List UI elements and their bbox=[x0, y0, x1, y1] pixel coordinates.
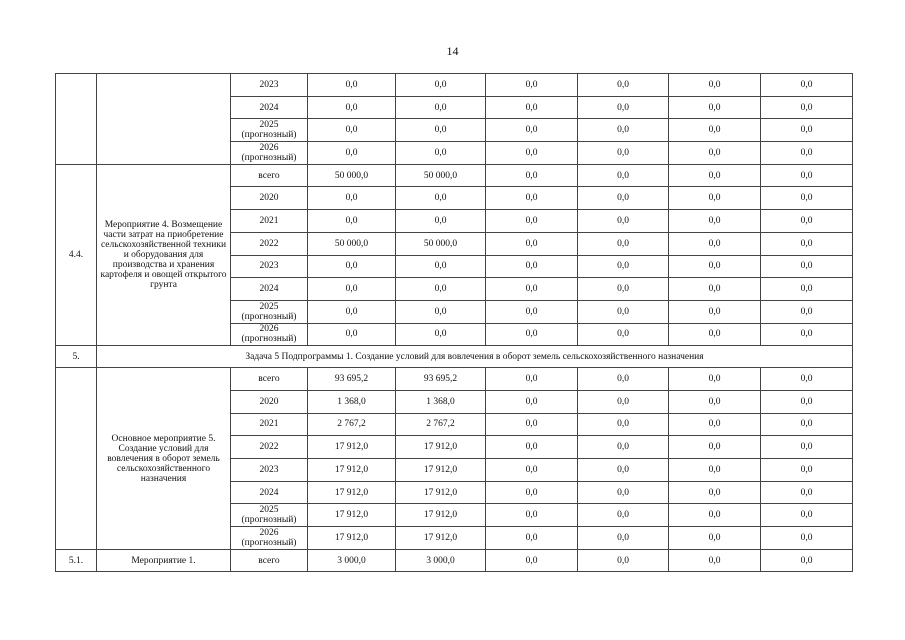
value-cell: 0,0 bbox=[761, 119, 853, 142]
value-cell: 0,0 bbox=[308, 278, 396, 301]
year-cell: 2024 bbox=[231, 96, 308, 119]
value-cell: 0,0 bbox=[761, 323, 853, 346]
value-cell: 0,0 bbox=[396, 119, 486, 142]
value-cell: 0,0 bbox=[486, 459, 578, 482]
value-cell: 0,0 bbox=[396, 142, 486, 165]
value-cell: 0,0 bbox=[486, 278, 578, 301]
value-cell: 0,0 bbox=[578, 164, 669, 187]
value-cell: 0,0 bbox=[578, 187, 669, 210]
value-cell: 0,0 bbox=[396, 300, 486, 323]
year-cell: всего bbox=[231, 549, 308, 572]
year-cell: 2025 (прогнозный) bbox=[231, 300, 308, 323]
value-cell: 0,0 bbox=[396, 255, 486, 278]
value-cell: 0,0 bbox=[669, 187, 761, 210]
value-cell: 0,0 bbox=[761, 278, 853, 301]
value-cell: 0,0 bbox=[578, 390, 669, 413]
value-cell: 0,0 bbox=[669, 390, 761, 413]
value-cell: 0,0 bbox=[669, 549, 761, 572]
value-cell: 0,0 bbox=[308, 255, 396, 278]
activity-name: Мероприятие 1. bbox=[97, 549, 231, 572]
value-cell: 0,0 bbox=[578, 232, 669, 255]
value-cell: 0,0 bbox=[308, 74, 396, 97]
value-cell: 0,0 bbox=[761, 210, 853, 233]
value-cell: 0,0 bbox=[761, 232, 853, 255]
value-cell: 0,0 bbox=[578, 436, 669, 459]
value-cell: 0,0 bbox=[486, 74, 578, 97]
value-cell: 0,0 bbox=[486, 549, 578, 572]
value-cell: 0,0 bbox=[761, 187, 853, 210]
value-cell: 0,0 bbox=[669, 96, 761, 119]
value-cell: 0,0 bbox=[669, 278, 761, 301]
value-cell: 0,0 bbox=[308, 300, 396, 323]
value-cell: 0,0 bbox=[761, 164, 853, 187]
activity-name: Мероприятие 4. Возмещение части затрат на приобретение сельскохозяйственной техники и оборудования для производства и хранения картофеля и овощей открытого грунта bbox=[97, 164, 231, 346]
value-cell: 0,0 bbox=[578, 481, 669, 504]
value-cell: 0,0 bbox=[486, 481, 578, 504]
value-cell: 0,0 bbox=[669, 459, 761, 482]
value-cell: 0,0 bbox=[578, 278, 669, 301]
value-cell: 17 912,0 bbox=[396, 527, 486, 550]
value-cell: 0,0 bbox=[761, 527, 853, 550]
value-cell: 0,0 bbox=[669, 300, 761, 323]
item-number bbox=[56, 74, 97, 165]
item-number bbox=[56, 368, 97, 550]
value-cell: 0,0 bbox=[578, 323, 669, 346]
activity-name bbox=[97, 74, 231, 165]
value-cell: 0,0 bbox=[761, 74, 853, 97]
value-cell: 0,0 bbox=[578, 255, 669, 278]
value-cell: 0,0 bbox=[761, 436, 853, 459]
item-number: 5.1. bbox=[56, 549, 97, 572]
value-cell: 0,0 bbox=[486, 436, 578, 459]
value-cell: 0,0 bbox=[396, 96, 486, 119]
value-cell: 17 912,0 bbox=[396, 481, 486, 504]
value-cell: 0,0 bbox=[486, 119, 578, 142]
year-cell: 2026 (прогнозный) bbox=[231, 142, 308, 165]
value-cell: 0,0 bbox=[761, 390, 853, 413]
task-number: 5. bbox=[56, 346, 97, 368]
value-cell: 3 000,0 bbox=[396, 549, 486, 572]
year-cell: 2021 bbox=[231, 210, 308, 233]
value-cell: 0,0 bbox=[396, 74, 486, 97]
value-cell: 0,0 bbox=[669, 368, 761, 391]
value-cell: 0,0 bbox=[669, 413, 761, 436]
value-cell: 17 912,0 bbox=[308, 459, 396, 482]
value-cell: 0,0 bbox=[578, 527, 669, 550]
value-cell: 0,0 bbox=[669, 142, 761, 165]
value-cell: 0,0 bbox=[669, 232, 761, 255]
value-cell: 0,0 bbox=[308, 119, 396, 142]
value-cell: 0,0 bbox=[761, 549, 853, 572]
value-cell: 0,0 bbox=[761, 142, 853, 165]
value-cell: 0,0 bbox=[761, 481, 853, 504]
value-cell: 0,0 bbox=[486, 413, 578, 436]
value-cell: 0,0 bbox=[761, 459, 853, 482]
activity-name: Основное мероприятие 5. Создание условий для вовлечения в оборот земель сельскохозяйственного назначения bbox=[97, 368, 231, 550]
year-cell: 2022 bbox=[231, 436, 308, 459]
value-cell: 0,0 bbox=[486, 255, 578, 278]
value-cell: 17 912,0 bbox=[396, 504, 486, 527]
value-cell: 0,0 bbox=[578, 300, 669, 323]
value-cell: 0,0 bbox=[669, 210, 761, 233]
value-cell: 17 912,0 bbox=[308, 436, 396, 459]
value-cell: 50 000,0 bbox=[396, 164, 486, 187]
value-cell: 0,0 bbox=[396, 210, 486, 233]
value-cell: 0,0 bbox=[486, 390, 578, 413]
year-cell: 2022 bbox=[231, 232, 308, 255]
year-cell: 2023 bbox=[231, 255, 308, 278]
budget-table bbox=[55, 73, 853, 572]
value-cell: 93 695,2 bbox=[308, 368, 396, 391]
year-cell: 2025 (прогнозный) bbox=[231, 119, 308, 142]
year-cell: 2026 (прогнозный) bbox=[231, 527, 308, 550]
value-cell: 0,0 bbox=[669, 74, 761, 97]
value-cell: 1 368,0 bbox=[396, 390, 486, 413]
year-cell: всего bbox=[231, 368, 308, 391]
table-row bbox=[56, 368, 853, 391]
value-cell: 0,0 bbox=[486, 504, 578, 527]
value-cell: 0,0 bbox=[669, 323, 761, 346]
year-cell: 2026 (прогнозный) bbox=[231, 323, 308, 346]
item-number: 4.4. bbox=[56, 164, 97, 346]
value-cell: 3 000,0 bbox=[308, 549, 396, 572]
value-cell: 0,0 bbox=[486, 187, 578, 210]
task-row bbox=[56, 346, 853, 368]
value-cell: 0,0 bbox=[486, 300, 578, 323]
value-cell: 0,0 bbox=[486, 96, 578, 119]
value-cell: 0,0 bbox=[308, 210, 396, 233]
value-cell: 50 000,0 bbox=[396, 232, 486, 255]
year-cell: 2020 bbox=[231, 390, 308, 413]
value-cell: 0,0 bbox=[578, 459, 669, 482]
value-cell: 0,0 bbox=[761, 413, 853, 436]
year-cell: 2024 bbox=[231, 278, 308, 301]
value-cell: 0,0 bbox=[578, 368, 669, 391]
value-cell: 0,0 bbox=[578, 504, 669, 527]
value-cell: 0,0 bbox=[669, 164, 761, 187]
value-cell: 0,0 bbox=[578, 210, 669, 233]
value-cell: 0,0 bbox=[486, 210, 578, 233]
value-cell: 0,0 bbox=[761, 300, 853, 323]
value-cell: 17 912,0 bbox=[308, 481, 396, 504]
year-cell: 2025 (прогнозный) bbox=[231, 504, 308, 527]
value-cell: 0,0 bbox=[308, 323, 396, 346]
value-cell: 0,0 bbox=[669, 504, 761, 527]
value-cell: 0,0 bbox=[308, 187, 396, 210]
value-cell: 0,0 bbox=[578, 142, 669, 165]
value-cell: 0,0 bbox=[578, 96, 669, 119]
value-cell: 0,0 bbox=[396, 187, 486, 210]
value-cell: 0,0 bbox=[578, 413, 669, 436]
year-cell: 2024 bbox=[231, 481, 308, 504]
table-body bbox=[56, 74, 853, 572]
value-cell: 0,0 bbox=[669, 255, 761, 278]
value-cell: 17 912,0 bbox=[308, 527, 396, 550]
value-cell: 0,0 bbox=[308, 142, 396, 165]
value-cell: 2 767,2 bbox=[396, 413, 486, 436]
value-cell: 50 000,0 bbox=[308, 232, 396, 255]
value-cell: 0,0 bbox=[486, 232, 578, 255]
year-cell: 2023 bbox=[231, 74, 308, 97]
value-cell: 0,0 bbox=[669, 527, 761, 550]
year-cell: 2023 bbox=[231, 459, 308, 482]
value-cell: 0,0 bbox=[486, 368, 578, 391]
value-cell: 0,0 bbox=[308, 96, 396, 119]
value-cell: 0,0 bbox=[669, 481, 761, 504]
value-cell: 0,0 bbox=[486, 527, 578, 550]
value-cell: 17 912,0 bbox=[308, 504, 396, 527]
table-row bbox=[56, 549, 853, 572]
value-cell: 0,0 bbox=[761, 368, 853, 391]
value-cell: 0,0 bbox=[669, 436, 761, 459]
value-cell: 93 695,2 bbox=[396, 368, 486, 391]
year-cell: 2021 bbox=[231, 413, 308, 436]
page-number: 14 bbox=[446, 44, 459, 58]
value-cell: 0,0 bbox=[486, 142, 578, 165]
value-cell: 2 767,2 bbox=[308, 413, 396, 436]
value-cell: 0,0 bbox=[578, 74, 669, 97]
year-cell: всего bbox=[231, 164, 308, 187]
value-cell: 1 368,0 bbox=[308, 390, 396, 413]
value-cell: 17 912,0 bbox=[396, 436, 486, 459]
value-cell: 50 000,0 bbox=[308, 164, 396, 187]
value-cell: 0,0 bbox=[396, 323, 486, 346]
value-cell: 0,0 bbox=[761, 255, 853, 278]
value-cell: 0,0 bbox=[761, 504, 853, 527]
task-title: Задача 5 Подпрограммы 1. Создание условий для вовлечения в оборот земель сельскохозяйственного назначения bbox=[97, 346, 853, 368]
year-cell: 2020 bbox=[231, 187, 308, 210]
value-cell: 0,0 bbox=[486, 323, 578, 346]
value-cell: 0,0 bbox=[396, 278, 486, 301]
value-cell: 0,0 bbox=[761, 96, 853, 119]
value-cell: 0,0 bbox=[578, 119, 669, 142]
value-cell: 0,0 bbox=[669, 119, 761, 142]
value-cell: 17 912,0 bbox=[396, 459, 486, 482]
value-cell: 0,0 bbox=[486, 164, 578, 187]
table-row bbox=[56, 74, 853, 97]
table-row bbox=[56, 164, 853, 187]
value-cell: 0,0 bbox=[578, 549, 669, 572]
